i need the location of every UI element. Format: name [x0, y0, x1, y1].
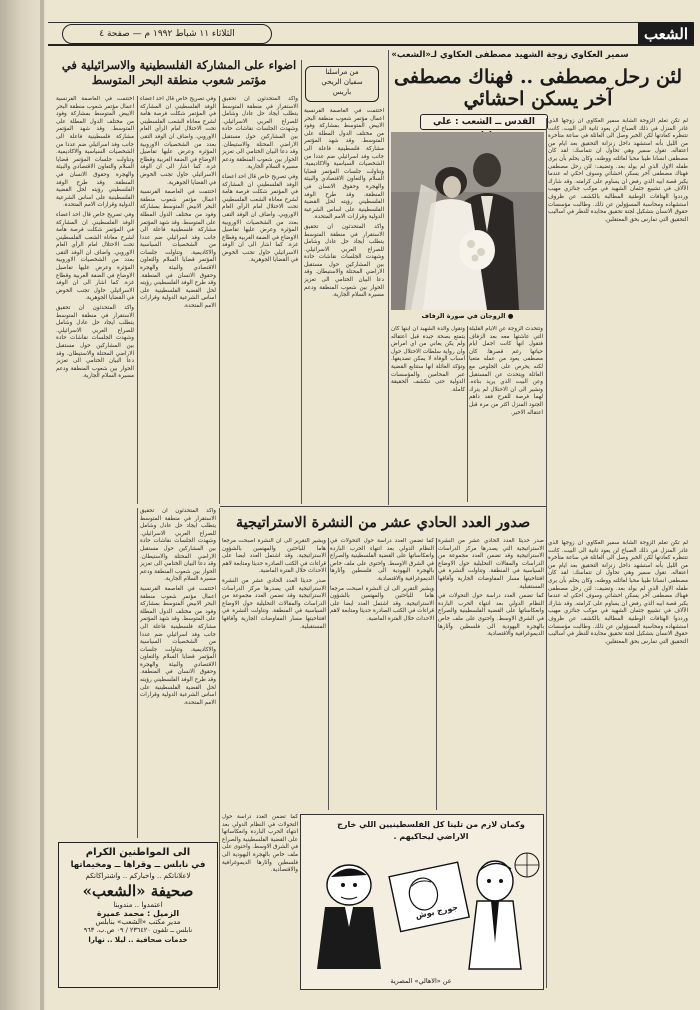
ad-line8: نابلس ــ تلفون ٢٣٦٤٢٠ / ٠٩ ص.ب. ٩٦٣: [83, 926, 193, 934]
left-col-d-text: اختتمت في العاصمة الفرنسية اعمال مؤتمر شعوب منطقة البحر الابيض المتوسط بمشاركة وفود من مختلف الدول المطلة على المتوسط. وقد شهد المؤتمر مشاركة فلسطينية فاعلة الى جانب وفد اسرائيلي ضم عددا من الشخصيات السياسية والاكاديمية. وتناولت جلسات المؤتمر قضايا السلام والتعاون الاقتصادي والبيئة والهجرة وحقوق الانسان في المنطقة. وقد طرح الوفد الفلسطيني رؤيته لحل القضية الفلسطينية على اساس الشرعية الدولية وقرارات الامم المتحدة.: [56, 96, 134, 209]
left-col-c-text-2: اختتمت في العاصمة الفرنسية اعمال مؤتمر شعوب منطقة البحر الابيض المتوسط بمشاركة وفود من مختلف الدول المطلة على المتوسط. وقد شهد المؤتمر مشاركة فلسطينية فاعلة الى جانب وفد اسرائيلي ضم عددا من الشخصيات السياسية والاكاديمية. وتناولت جلسات المؤتمر قضايا السلام والتعاون الاقتصادي والبيئة والهجرة وحقوق الانسان في المنطقة. وقد طرح الوفد الفلسطيني رؤيته لحل القضية الفلسطينية على اساس الشرعية الدولية وقرارات الامم المتحدة.: [140, 189, 216, 310]
left-headline: اضواء على المشاركة الفلسطينية والاسرائيلية في مؤتمر شعوب منطقة البحر المتوسط: [61, 58, 297, 87]
left-col-e-text: واكد المتحدثون ان تحقيق الاستقرار في منطقة المتوسط يتطلب ايجاد حل عادل وشامل للصراع العربي الاسرائيلي. وشهدت الجلسات نقاشات حادة بين المشاركين حول مستقبل الاراضي المحتلة والاستيطان. وقد دعا البيان الختامي الى تعزيز الحوار بين شعوب المنطقة ودعم مسيرة السلام الجارية.: [140, 508, 216, 583]
column-rule: [467, 326, 468, 502]
main-col-right-text: لم تكن تعلم الزوجة الشابة سمير العكاوي ان زوجها الذي غادر المنزل في ذلك الصباح لن يعود ثانية الى البيت. كانت تنتظره كعادتها لكن الخبر وصل الى العائلة في ساعة متأخرة من الليل بأنه استشهد داخل زنزانة التحقيق بعد ايام من اعتقاله. تقول سمير وهي تحاول ان تتماسك: لقد كان مصطفى انسانا طيبا محبا لعائلته ووطنه، وكان يحلم بأن يرى طفله الاول الذي لم يولد بعد. وتضيف: لئن رحل مصطفى فهناك مصطفى آخر يسكن احشائي وسوف احكي له عندما يكبر قصة ابيه الذي رفض ان يساوم على كرامته. وقد شارك الآلاف في تشييع جثمان الشهيد في موكب جنائزي مهيب ورددوا الهتافات الوطنية المطالبة بالكشف عن ظروف استشهاده ومحاسبة المسؤولين عن ذلك. وطالبت مؤسسات حقوق الانسان بتشكيل لجنة تحقيق محايدة للنظر في اساليب التحقيق التي تمارس بحق المعتقلين.: [548, 118, 688, 223]
left-col-d-text-2: وفي تصريح خاص قال احد اعضاء الوفد الفلسطيني ان المشاركة في المؤتمر شكلت فرصة هامة لشرح معاناة الشعب الفلسطيني تحت الاحتلال امام الرأي العام الاوروبي. واضاف ان الوفد التقى بعدد من الشخصيات الاوروبية المؤثرة وعرض عليها تفاصيل الاوضاع في الضفة الغربية وقطاع غزة. كما اشار الى ان الوفد الاسرائيلي حاول تجنب الخوض في القضايا الجوهرية.: [56, 211, 134, 302]
mid-col-a-text-2: كما تضمن العدد دراسة حول التحولات في النظام الدولي بعد انتهاء الحرب الباردة وانعكاساتها على القضية الفلسطينية والصراع في الشرق الاوسط. واحتوى على ملف خاص بالهجرة اليهودية الى فلسطين وآثارها الديموغرافية والاقتصادية.: [438, 593, 544, 638]
mid-col-a-text: صدر حديثا العدد الحادي عشر من النشرة الاستراتيجية التي يصدرها مركز الدراسات الاستراتيجية وقد تضمن العدد مجموعة من الدراسات والمقالات التحليلية حول الاوضاع السياسية في المنطقة. وتناولت النشرة في افتتاحيتها مسار المفاوضات الجارية وآفاقها المستقبلية.: [438, 538, 544, 590]
left-col-c: [140, 96, 216, 504]
cartoon: [300, 814, 544, 990]
main-headline: لئن رحل مصطفى .. فهناك مصطفى آخر يسكن احشائي: [394, 66, 682, 110]
left-col-b: [222, 96, 298, 504]
wedding-photo-svg: [391, 132, 544, 310]
advertisement: [58, 842, 218, 988]
ad-line7: مدير مكتب «الشعب» بنابلس: [95, 918, 181, 926]
mid-col-d-text: كما تضمن العدد دراسة حول التحولات في النظام الدولي بعد انتهاء الحرب الباردة وانعكاساتها على القضية الفلسطينية والصراع في الشرق الاوسط. واحتوى على ملف خاص بالهجرة اليهودية الى فلسطين وآثارها الديموغرافية والاقتصادية.: [222, 814, 298, 874]
column-rule: [219, 508, 220, 990]
mid-col-d: [222, 814, 298, 990]
column-rule: [388, 50, 389, 505]
wedding-photo: [391, 132, 544, 310]
left-col-a: [304, 108, 384, 504]
main-col-left-text: وتقول والدة الشهيد ان ابنها كان يتمتع بصحة جيدة قبل اعتقاله ولم يكن يعاني من اي امراض وان رواية سلطات الاحتلال حول اسباب الوفاة لا يمكن تصديقها. وتؤكد العائلة انها ستتابع القضية عبر المحامين والمؤسسات الدولية حتى تنكشف الحقيقة كاملة.: [391, 326, 465, 393]
ad-line2: في نابلس ــ وقراها ــ ومخيماتها: [70, 860, 206, 870]
section-rule: [220, 506, 546, 507]
left-col-c-text: وفي تصريح خاص قال احد اعضاء الوفد الفلسطيني ان المشاركة في المؤتمر شكلت فرصة هامة لشرح معاناة الشعب الفلسطيني تحت الاحتلال امام الرأي العام الاوروبي. واضاف ان الوفد التقى بعدد من الشخصيات الاوروبية المؤثرة وعرض عليها تفاصيل الاوضاع في الضفة الغربية وقطاع غزة. كما اشار الى ان الوفد الاسرائيلي حاول تجنب الخوض في القضايا الجوهرية.: [140, 96, 216, 186]
mid-col-c-text: ويشير التقرير الى ان النشرة اصبحت مرجعا هاما للباحثين والمهتمين بالشؤون الاستراتيجية. وقد اشتمل العدد ايضا على قراءات في الكتب الصادرة حديثا ومتابعة لاهم الاحداث خلال الفترة الماضية.: [222, 538, 326, 575]
left-col-d: [56, 96, 134, 840]
left-col-e: [140, 508, 216, 838]
binding-line: [40, 0, 44, 1010]
mid-col-a: [438, 538, 544, 810]
author-box: [305, 66, 379, 102]
left-col-d-text-3: واكد المتحدثون ان تحقيق الاستقرار في منطقة المتوسط يتطلب ايجاد حل عادل وشامل للصراع العربي الاسرائيلي. وشهدت الجلسات نقاشات حادة بين المشاركين حول مستقبل الاراضي المحتلة والاستيطان. وقد دعا البيان الختامي الى تعزيز الحوار بين شعوب المنطقة ودعم مسيرة السلام الجارية.: [56, 305, 134, 380]
column-rule: [137, 508, 138, 838]
photo-caption: ● الزوجان في صورة الزفاف: [421, 312, 514, 320]
author-label: من مراسلنا: [325, 68, 359, 76]
ad-line4: صحيفة «الشعب»: [82, 882, 194, 900]
mid-col-b: [330, 538, 434, 810]
ad-line6: الزميل : محمد عميرة: [96, 909, 180, 918]
main-col-mid-text: وتتحدث الزوجة عن الايام القليلة التي عاشتها معه بعد الزفاف فتقول انها كانت اجمل ايام حياتها رغم قصرها. كان مصطفى يعود من عمله متعبا لكنه يحرص على الجلوس مع العائلة ويتحدث عن المستقبل وعن البيت الذي يريد بناءه. وتشير الى ان الاحتلال لم يترك لهما فرصة للفرح فقد داهم الجنود المنزل اكثر من مرة قبل اعتقاله الاخير.: [469, 326, 543, 416]
cartoon-credit: عن «الاهالي» المصرية: [390, 977, 452, 985]
author-city: باريس: [332, 88, 352, 96]
left-col-a-text: اختتمت في العاصمة الفرنسية اعمال مؤتمر شعوب منطقة البحر الابيض المتوسط بمشاركة وفود من مختلف الدول المطلة على المتوسط. وقد شهد المؤتمر مشاركة فلسطينية فاعلة الى جانب وفد اسرائيلي ضم عددا من الشخصيات السياسية والاكاديمية. وتناولت جلسات المؤتمر قضايا السلام والتعاون الاقتصادي والبيئة والهجرة وحقوق الانسان في المنطقة. وقد طرح الوفد الفلسطيني رؤيته لحل القضية الفلسطينية على اساس الشرعية الدولية وقرارات الامم المتحدة.: [304, 108, 384, 221]
left-col-a-text-2: واكد المتحدثون ان تحقيق الاستقرار في منطقة المتوسط يتطلب ايجاد حل عادل وشامل للصراع العربي الاسرائيلي. وشهدت الجلسات نقاشات حادة بين المشاركين حول مستقبل الاراضي المحتلة والاستيطان. وقد دعا البيان الختامي الى تعزيز الحوار بين شعوب المنطقة ودعم مسيرة السلام الجارية.: [304, 223, 384, 299]
masthead-logo: الشعب: [638, 22, 694, 46]
mid-headline: صدور العدد الحادي عشر من النشرة الاستراتيجية: [235, 514, 531, 531]
main-col-mid: [469, 326, 543, 502]
ad-line1: الى المواطنين الكرام: [85, 847, 191, 858]
left-col-b-text-2: وفي تصريح خاص قال احد اعضاء الوفد الفلسطيني ان المشاركة في المؤتمر شكلت فرصة هامة لشرح معاناة الشعب الفلسطيني تحت الاحتلال امام الرأي العام الاوروبي. واضاف ان الوفد التقى بعدد من الشخصيات الاوروبية المؤثرة وعرض عليها تفاصيل الاوضاع في الضفة الغربية وقطاع غزة. كما اشار الى ان الوفد الاسرائيلي حاول تجنب الخوض في القضايا الجوهرية.: [222, 173, 298, 264]
column-rule: [328, 538, 329, 810]
ad-line3: لاعلاناتكم .. واخباركم .. واشتراكاتكم: [85, 872, 191, 880]
main-kicker: سمير العكاوي زوجة الشهيد مصطفى العكاوي لـ«الشعب»: [391, 50, 629, 60]
mid-col-c: [222, 538, 326, 810]
mid-col-c-text-2: صدر حديثا العدد الحادي عشر من النشرة الاستراتيجية التي يصدرها مركز الدراسات الاستراتيجية وقد تضمن العدد مجموعة من الدراسات والمقالات التحليلية حول الاوضاع السياسية في المنطقة. وتناولت النشرة في افتتاحيتها مسار المفاوضات الجارية وآفاقها المستقبلية.: [222, 577, 326, 630]
author-name: سفيان الريحي: [321, 78, 363, 86]
header-rule-bottom: [48, 44, 694, 46]
main-col-left: [391, 326, 465, 502]
column-rule: [436, 538, 437, 810]
main-col-right: [548, 118, 688, 536]
ad-line5: اعتمدوا .. مندوبنا: [113, 901, 163, 909]
mid-col-b-text: كما تضمن العدد دراسة حول التحولات في النظام الدولي بعد انتهاء الحرب الباردة وانعكاساتها على القضية الفلسطينية والصراع في الشرق الاوسط. واحتوى على ملف خاص بالهجرة اليهودية الى فلسطين وآثارها الديموغرافية والاقتصادية.: [330, 538, 434, 582]
ad-line9: خدمات صحافية .. ليلا .. نهارا: [88, 936, 188, 944]
mid-col-b-text-2: ويشير التقرير الى ان النشرة اصبحت مرجعا هاما للباحثين والمهتمين بالشؤون الاستراتيجية. وقد اشتمل العدد ايضا على قراءات في الكتب الصادرة حديثا ومتابعة لاهم الاحداث خلال الفترة الماضية.: [330, 585, 434, 622]
cartoon-sign: جورج بوش: [414, 902, 459, 921]
left-col-b-text: واكد المتحدثون ان تحقيق الاستقرار في منطقة المتوسط يتطلب ايجاد حل عادل وشامل للصراع العربي الاسرائيلي. وشهدت الجلسات نقاشات حادة بين المشاركين حول مستقبل الاراضي المحتلة والاستيطان. وقد دعا البيان الختامي الى تعزيز الحوار بين شعوب المنطقة ودعم مسيرة السلام الجارية.: [222, 96, 298, 171]
column-rule: [137, 96, 138, 504]
date-line: الثلاثاء ١١ شباط ١٩٩٢ م — صفحة ٤: [62, 24, 272, 44]
main-byline: القدس ــ الشعب : علي: [420, 114, 548, 130]
main-col-right-cont-text: لم تكن تعلم الزوجة الشابة سمير العكاوي ان زوجها الذي غادر المنزل في ذلك الصباح لن يعود ثانية الى البيت. كانت تنتظره كعادتها لكن الخبر وصل الى العائلة في ساعة متأخرة من الليل بأنه استشهد داخل زنزانة التحقيق بعد ايام من اعتقاله. تقول سمير وهي تحاول ان تتماسك: لقد كان مصطفى انسانا طيبا محبا لعائلته ووطنه، وكان يحلم بأن يرى طفله الاول الذي لم يولد بعد. وتضيف: لئن رحل مصطفى فهناك مصطفى آخر يسكن احشائي وسوف احكي له عندما يكبر قصة ابيه الذي رفض ان يساوم على كرامته. وقد شارك الآلاف في تشييع جثمان الشهيد في موكب جنائزي مهيب ورددوا الهتافات الوطنية المطالبة بالكشف عن ظروف استشهاده ومحاسبة المسؤولين عن ذلك. وطالبت مؤسسات حقوق الانسان بتشكيل لجنة تحقيق محايدة للنظر في اساليب التحقيق التي تمارس بحق المعتقلين.: [548, 540, 688, 645]
cartoon-caption: وكمان لازم من تلينا كل الفلسطينيين اللي خارج الاراضي ليحاكيهم .: [337, 820, 525, 841]
header-rule-top: [48, 22, 694, 23]
left-col-e-text-2: اختتمت في العاصمة الفرنسية اعمال مؤتمر شعوب منطقة البحر الابيض المتوسط بمشاركة وفود من مختلف الدول المطلة على المتوسط. وقد شهد المؤتمر مشاركة فلسطينية فاعلة الى جانب وفد اسرائيلي ضم عددا من الشخصيات السياسية والاكاديمية. وتناولت جلسات المؤتمر قضايا السلام والتعاون الاقتصادي والبيئة والهجرة وحقوق الانسان في المنطقة. وقد طرح الوفد الفلسطيني رؤيته لحل القضية الفلسطينية على اساس الشرعية الدولية وقرارات الامم المتحدة.: [140, 585, 216, 706]
main-col-right-cont: [548, 540, 688, 980]
column-rule: [219, 96, 220, 504]
column-rule: [546, 118, 547, 988]
column-rule: [301, 60, 302, 504]
